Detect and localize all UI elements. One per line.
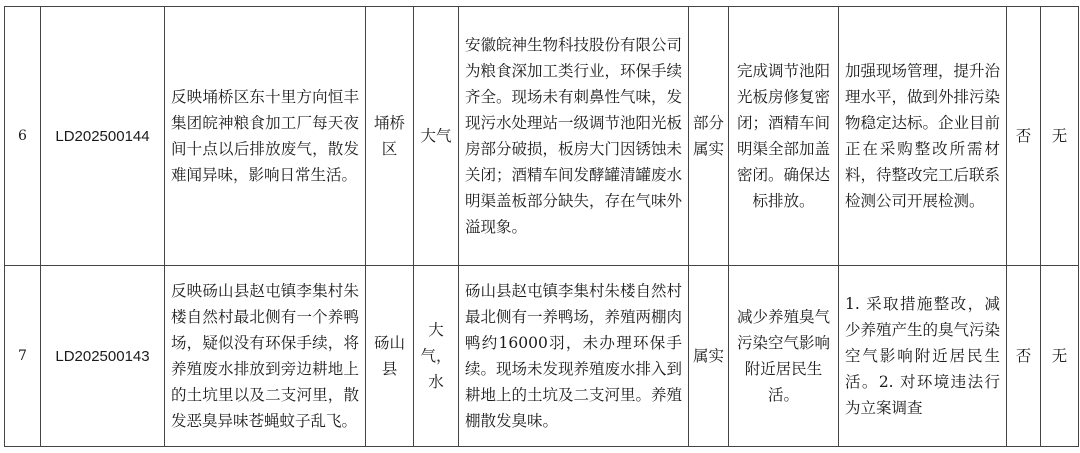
table-row bbox=[5, 266, 1079, 447]
verdict: 部分属实 bbox=[689, 7, 729, 266]
verdict: 属实 bbox=[689, 266, 729, 447]
rectification: 1. 采取措施整改，减少养殖产生的臭气污染空气影响附近居民生活。2. 对环境违法行为立案调查 bbox=[839, 266, 1007, 447]
complaint-text: 反映砀山县赵屯镇李集村朱楼自然村最北侧有一个养鸭场，疑似没有环保手续，将养殖废水排放到旁边耕地上的土坑里以及二支河里，散发恶臭异味苍蝇蚊子乱飞。 bbox=[165, 266, 366, 447]
case-code: LD202500143 bbox=[41, 266, 165, 447]
district: 埇桥区 bbox=[366, 7, 414, 266]
remark: 无 bbox=[1041, 7, 1079, 266]
case-code: LD202500144 bbox=[41, 7, 165, 266]
pollution-type: 大气 bbox=[414, 7, 459, 266]
accountability: 否 bbox=[1007, 266, 1041, 447]
handling-measures: 完成调节池阳光板房修复密闭；酒精车间明渠全部加盖密闭。确保达标排放。 bbox=[729, 7, 839, 266]
row-index: 6 bbox=[5, 7, 41, 266]
investigation-findings: 砀山县赵屯镇李集村朱楼自然村最北侧有一养鸭场，养殖两棚肉鸭约16000羽，未办理环保手续。现场未发现养殖废水排入到耕地上的土坑及二支河里。养殖棚散发臭味。 bbox=[459, 266, 689, 447]
pollution-type: 大气，水 bbox=[414, 266, 459, 447]
handling-measures: 减少养殖臭气污染空气影响附近居民生活。 bbox=[729, 266, 839, 447]
rectification: 加强现场管理，提升治理水平，做到外排污染物稳定达标。企业目前正在采购整改所需材料，待整改完工后联系检测公司开展检测。 bbox=[839, 7, 1007, 266]
district: 砀山县 bbox=[366, 266, 414, 447]
complaint-text: 反映埇桥区东十里方向恒丰集团皖神粮食加工厂每天夜间十点以后排放废气，散发难闻异味，影响日常生活。 bbox=[165, 7, 366, 266]
row-index: 7 bbox=[5, 266, 41, 447]
remark: 无 bbox=[1041, 266, 1079, 447]
accountability: 否 bbox=[1007, 7, 1041, 266]
complaint-table bbox=[4, 6, 1079, 447]
investigation-findings: 安徽皖神生物科技股份有限公司为粮食深加工类行业，环保手续齐全。现场未有刺鼻性气味，发现污水处理站一级调节池阳光板房部分破损，板房大门因锈蚀未关闭；酒精车间发酵罐清罐废水明渠盖板部分缺失，存在气味外溢现象。 bbox=[459, 7, 689, 266]
table-row bbox=[5, 7, 1079, 266]
